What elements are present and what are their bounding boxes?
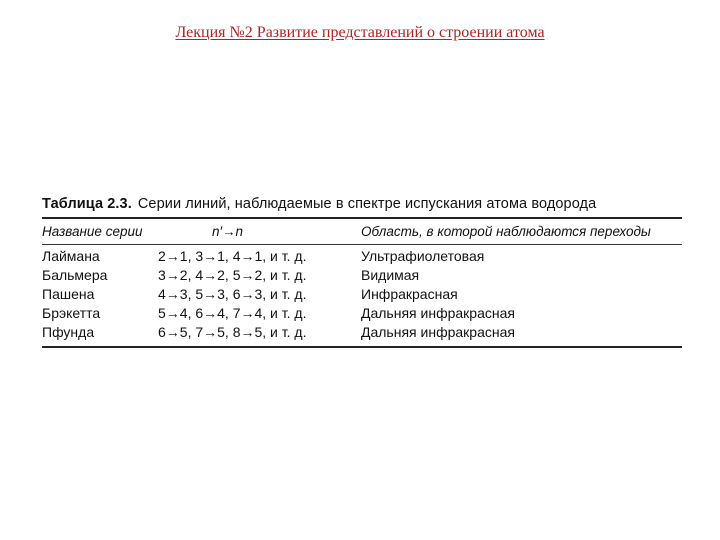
table-caption-text: Серии линий, наблюдаемые в спектре испускания атома водорода <box>137 196 597 212</box>
series-region: Дальняя инфракрасная <box>361 324 515 340</box>
series-region: Видимая <box>361 267 420 283</box>
series-name: Лаймана <box>42 248 100 264</box>
table-row <box>42 266 682 285</box>
series-transitions: 5→4, 6→4, 7→4, и т. д. <box>158 305 307 321</box>
header-region: Область, в которой наблюдаются переходы <box>361 224 651 239</box>
series-transitions: 6→5, 7→5, 8→5, и т. д. <box>158 324 307 340</box>
header-transition: n′→n <box>212 224 244 239</box>
series-name: Пфунда <box>42 324 95 340</box>
slide-title: Лекция №2 Развитие представлений о строении атома <box>175 24 545 41</box>
table-caption-label: Таблица 2.3. <box>42 196 132 212</box>
series-transitions: 4→3, 5→3, 6→3, и т. д. <box>158 286 307 302</box>
series-name: Пашена <box>42 286 95 302</box>
series-transitions: 3→2, 4→2, 5→2, и т. д. <box>158 267 307 283</box>
series-region: Дальняя инфракрасная <box>361 305 515 321</box>
series-transitions: 2→1, 3→1, 4→1, и т. д. <box>158 248 307 264</box>
table-bottom-rule <box>42 346 682 348</box>
table-body <box>42 245 682 346</box>
table-row <box>42 247 682 266</box>
spectral-series-table <box>42 196 682 348</box>
series-name: Брэкетта <box>42 305 101 321</box>
table-row <box>42 285 682 304</box>
series-region: Инфракрасная <box>361 286 458 302</box>
series-region: Ультрафиолетовая <box>361 248 485 264</box>
table-row <box>42 323 682 342</box>
table-row <box>42 304 682 323</box>
header-series-name: Название серии <box>42 224 143 239</box>
table-caption <box>42 196 682 215</box>
table-header-row <box>42 219 682 244</box>
series-name: Бальмера <box>42 267 108 283</box>
